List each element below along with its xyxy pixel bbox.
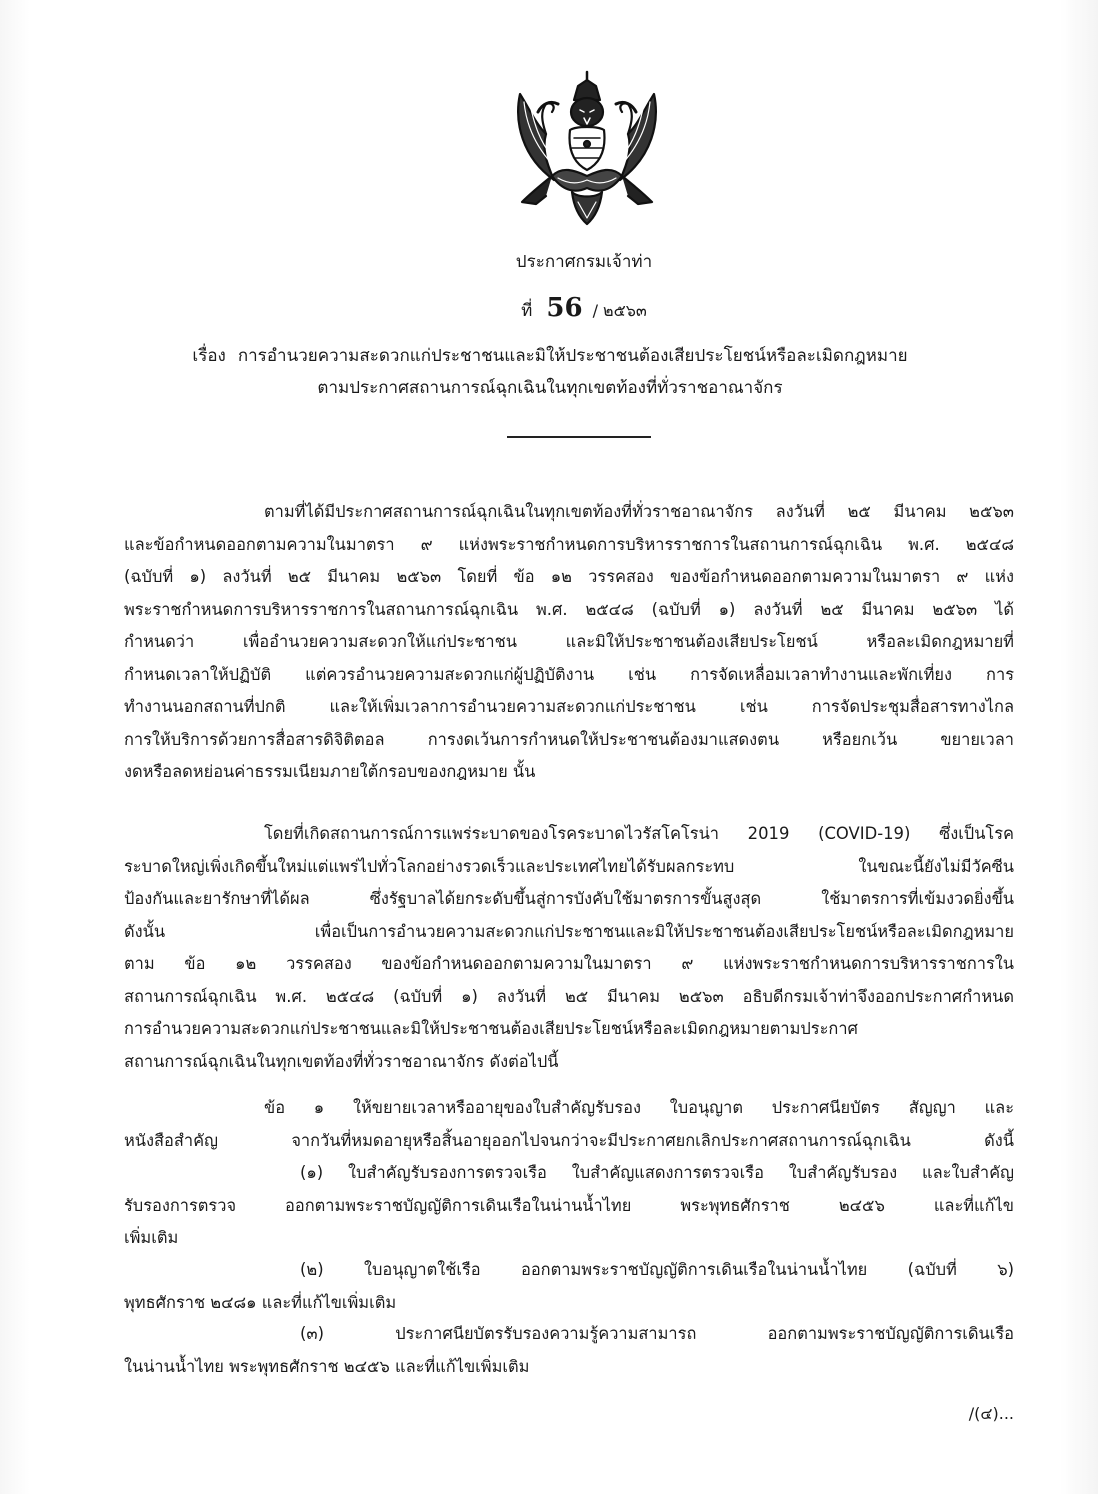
text-line: พระราชกำหนดการบริหารราชการในสถานการณ์ฉุกเฉิน พ.ศ. ๒๕๔๘ (ฉบับที่ ๑) ลงวันที่ ๒๕ มีนาคม ๒๕๖๓ ได้ [124, 599, 1014, 619]
subject-line-1 [100, 340, 1000, 372]
text-line: โดยที่เกิดสถานการณ์การแพร่ระบาดของโรคระบาดไวรัสโคโรน่า 2019 (COVID-19) ซึ่งเป็นโรค [264, 824, 1014, 843]
text-line: ทำงานนอกสถานที่ปกติ และให้เพิ่มเวลาการอำนวยความสะดวกแก่ประชาชน เช่น การจัดประชุมสื่อสารทางไกล [124, 697, 1014, 716]
text-line: รับรองการตรวจ ออกตามพระราชบัญญัติการเดินเรือในน่านน้ำไทย พระพุทธศักราช ๒๔๕๖ และที่แก้ไข [124, 1195, 1014, 1215]
clause-1 [124, 1092, 1014, 1157]
number-value: 56 [546, 293, 583, 323]
subject-text-1: การอำนวยความสะดวกแก่ประชาชนและมิให้ประชาชนต้องเสียประโยชน์หรือละเมิดกฎหมาย [237, 346, 908, 366]
text-line: (ฉบับที่ ๑) ลงวันที่ ๒๕ มีนาคม ๒๕๖๓ โดยที่ ข้อ ๑๒ วรรคสอง ของข้อกำหนดออกตามความในมาตรา ๙ แห่ง [124, 567, 1014, 586]
text-line: (๓) ประกาศนียบัตรรับรองความรู้ความสามารถ ออกตามพระราชบัญญัติการเดินเรือ [300, 1324, 1014, 1343]
subject [100, 340, 1000, 404]
subject-line-2: ตามประกาศสถานการณ์ฉุกเฉินในทุกเขตท้องที่ทั่วราชอาณาจักร [317, 378, 783, 398]
text-line: ข้อ ๑ ให้ขยายเวลาหรืออายุของใบสำคัญรับรอง ใบอนุญาต ประกาศนียบัตร สัญญา และ [264, 1098, 1014, 1117]
announcement-number [0, 290, 1098, 329]
divider [507, 436, 651, 438]
text-line: ในน่านน้ำไทย พระพุทธศักราช ๒๔๕๖ และที่แก้ไขเพิ่มเติม [124, 1356, 530, 1376]
text-line: (๑) ใบสำคัญรับรองการตรวจเรือ ใบสำคัญแสดงการตรวจเรือ ใบสำคัญรับรอง และใบสำคัญ [300, 1163, 1014, 1182]
text-line: การอำนวยความสะดวกแก่ประชาชนและมิให้ประชาชนต้องเสียประโยชน์หรือละเมิดกฎหมายตามประกาศ [124, 1019, 858, 1038]
text-line: เพิ่มเติม [124, 1228, 179, 1247]
text-line: สถานการณ์ฉุกเฉิน พ.ศ. ๒๕๔๘ (ฉบับที่ ๑) ลงวันที่ ๒๕ มีนาคม ๒๕๖๓ อธิบดีกรมเจ้าท่าจึงออกประกาศกำหนด [124, 986, 1014, 1006]
number-year: / ๒๕๖๓ [592, 301, 647, 320]
clause-1-item-3 [124, 1318, 1014, 1383]
text-line: ระบาดใหญ่เพิ่งเกิดขึ้นใหม่แต่แพร่ไปทั่วโลกอย่างรวดเร็วและประเทศไทยได้รับผลกระทบ ในขณะนี้ยังไม่มีวัคซีน [124, 856, 1014, 876]
text-line: หนังสือสำคัญ จากวันที่หมดอายุหรือสิ้นอายุออกไปจนกว่าจะมีประกาศยกเลิกประกาศสถานการณ์ฉุกเฉิน ดังนี้ [124, 1130, 1014, 1150]
text-line: ตาม ข้อ ๑๒ วรรคสอง ของข้อกำหนดออกตามความในมาตรา ๙ แห่งพระราชกำหนดการบริหารราชการใน [124, 954, 1014, 973]
number-prefix: ที่ [521, 301, 533, 321]
text-line: กำหนดเวลาให้ปฏิบัติ แต่ควรอำนวยความสะดวกแก่ผู้ปฏิบัติงาน เช่น การจัดเหลื่อมเวลาทำงานและพักเที่ยง การ [124, 664, 1014, 684]
text-line: งดหรือลดหย่อนค่าธรรมเนียมภายใต้กรอบของกฎหมาย นั้น [124, 762, 536, 781]
text-line: (๒) ใบอนุญาตใช้เรือ ออกตามพระราชบัญญัติการเดินเรือในน่านน้ำไทย (ฉบับที่ ๖) [300, 1260, 1014, 1279]
page-continuation: /(๔)... [968, 1404, 1014, 1423]
text-line: พุทธศักราช ๒๔๘๑ และที่แก้ไขเพิ่มเติม [124, 1292, 397, 1312]
issuer-title: ประกาศกรมเจ้าท่า [515, 252, 653, 272]
text-line: กำหนดว่า เพื่ออำนวยความสะดวกให้แก่ประชาชน และมิให้ประชาชนต้องเสียประโยชน์ หรือละเมิดกฎหมายที่ [124, 632, 1014, 651]
text-line: ตามที่ได้มีประกาศสถานการณ์ฉุกเฉินในทุกเขตท้องที่ทั่วราชอาณาจักร ลงวันที่ ๒๕ มีนาคม ๒๕๖๓ [264, 502, 1014, 521]
garuda-emblem-icon [512, 52, 662, 232]
text-line: ดังนั้น เพื่อเป็นการอำนวยความสะดวกแก่ประชาชนและมิให้ประชาชนต้องเสียประโยชน์หรือละเมิดกฎหมาย [124, 921, 1014, 941]
clause-1-item-1 [124, 1157, 1014, 1255]
clause-1-item-2 [124, 1254, 1014, 1319]
text-line: สถานการณ์ฉุกเฉินในทุกเขตท้องที่ทั่วราชอาณาจักร ดังต่อไปนี้ [124, 1051, 559, 1071]
text-line: การให้บริการด้วยการสื่อสารดิจิติตอล การงดเว้นการกำหนดให้ประชาชนต้องมาแสดงตน หรือยกเว้น ขยายเวลา [124, 729, 1014, 749]
text-line: ป้องกันและยารักษาที่ได้ผล ซึ่งรัฐบาลได้ยกระดับขึ้นสู่การบังคับใช้มาตรการขั้นสูงสุด ใช้มาตรการที่เข้มงวดยิ่งขึ้น [124, 889, 1014, 908]
paragraph-2 [124, 818, 1014, 1078]
paragraph-1 [124, 496, 1014, 789]
subject-label: เรื่อง [192, 346, 226, 366]
text-line: และข้อกำหนดออกตามความในมาตรา ๙ แห่งพระราชกำหนดการบริหารราชการในสถานการณ์ฉุกเฉิน พ.ศ. ๒๕๔๘ [124, 534, 1014, 554]
